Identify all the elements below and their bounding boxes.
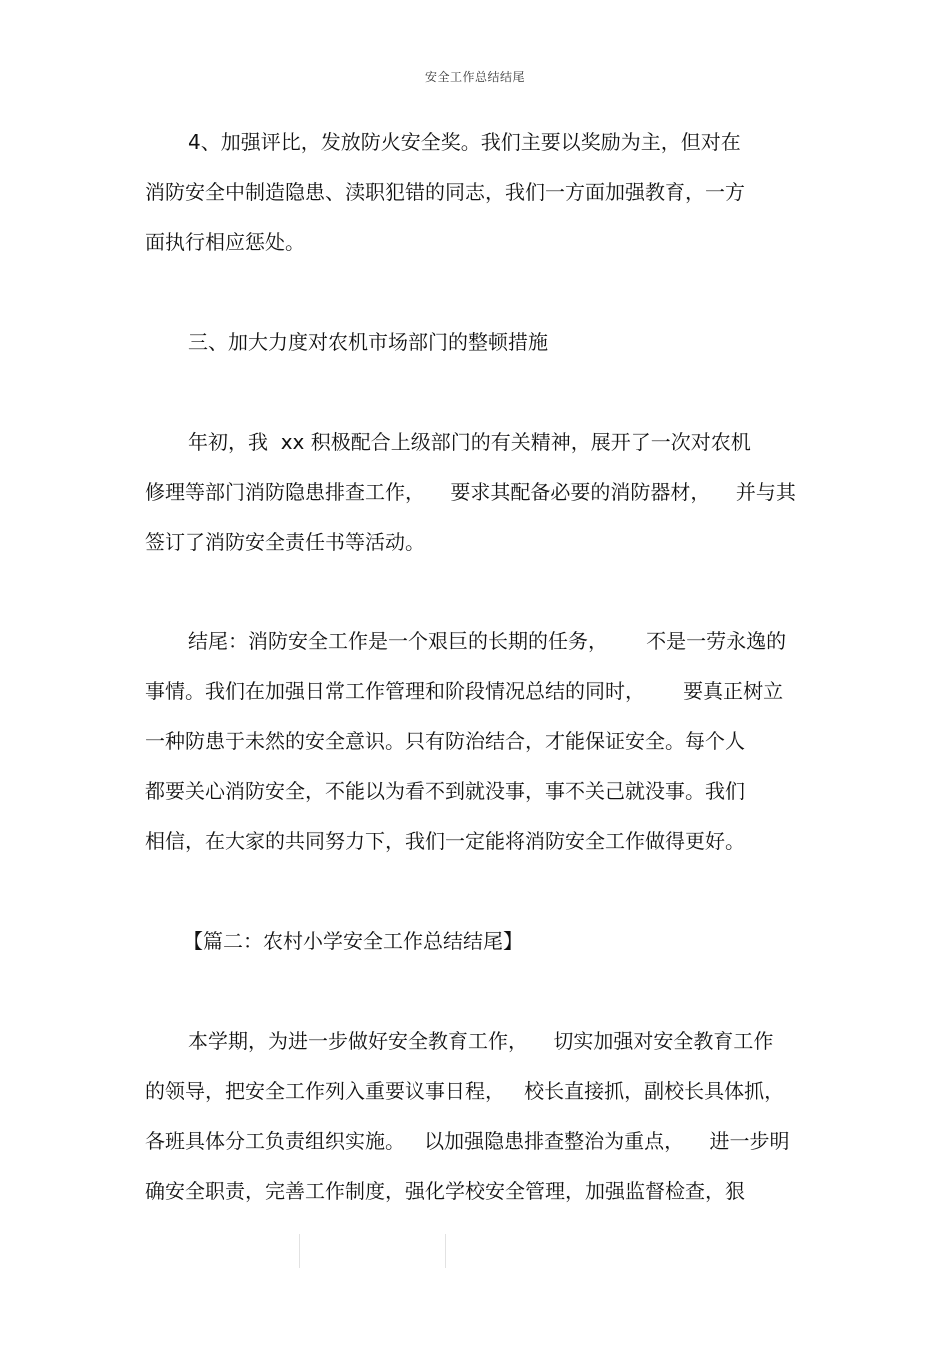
- section-heading: 【篇二：农村小学安全工作总结结尾】: [183, 929, 523, 953]
- paragraph-line: 本学期，为进一步做好安全教育工作， 切实加强对安全教育工作: [188, 1029, 774, 1053]
- paragraph-line: 面执行相应惩处。: [145, 230, 305, 254]
- paragraph-line: 结尾：消防安全工作是一个艰巨的长期的任务， 不是一劳永逸的: [188, 629, 787, 653]
- section-heading: 三、加大力度对农机市场部门的整顿措施: [188, 330, 548, 354]
- paragraph-line: 一种防患于未然的安全意识。只有防治结合，才能保证安全。每个人: [145, 729, 745, 753]
- scan-mark: [299, 1234, 300, 1268]
- paragraph-line: 相信，在大家的共同努力下，我们一定能将消防安全工作做得更好。: [145, 829, 745, 853]
- paragraph-line: 年初，我 xx 积极配合上级部门的有关精神，展开了一次对农机: [188, 430, 751, 454]
- paragraph-line: 都要关心消防安全，不能以为看不到就没事，事不关己就没事。我们: [145, 779, 745, 803]
- paragraph-line: 4、加强评比，发放防火安全奖。我们主要以奖励为主，但对在: [188, 130, 741, 154]
- paragraph-line: 各班具体分工负责组织实施。 以加强隐患排查整治为重点， 进一步明: [145, 1129, 790, 1153]
- page-header-title: 安全工作总结结尾: [424, 70, 525, 84]
- paragraph-line: 消防安全中制造隐患、渎职犯错的同志，我们一方面加强教育，一方: [145, 180, 745, 204]
- paragraph-line: 的领导，把安全工作列入重要议事日程， 校长直接抓，副校长具体抓，: [145, 1079, 785, 1103]
- paragraph-line: 确安全职责，完善工作制度，强化学校安全管理，加强监督检查，狠: [145, 1179, 745, 1203]
- paragraph-line: 签订了消防安全责任书等活动。: [145, 530, 425, 554]
- paragraph-line: 修理等部门消防隐患排查工作， 要求其配备必要的消防器材， 并与其: [145, 480, 796, 504]
- paragraph-line: 事情。我们在加强日常工作管理和阶段情况总结的同时， 要真正树立: [145, 679, 784, 703]
- scan-mark: [445, 1234, 446, 1268]
